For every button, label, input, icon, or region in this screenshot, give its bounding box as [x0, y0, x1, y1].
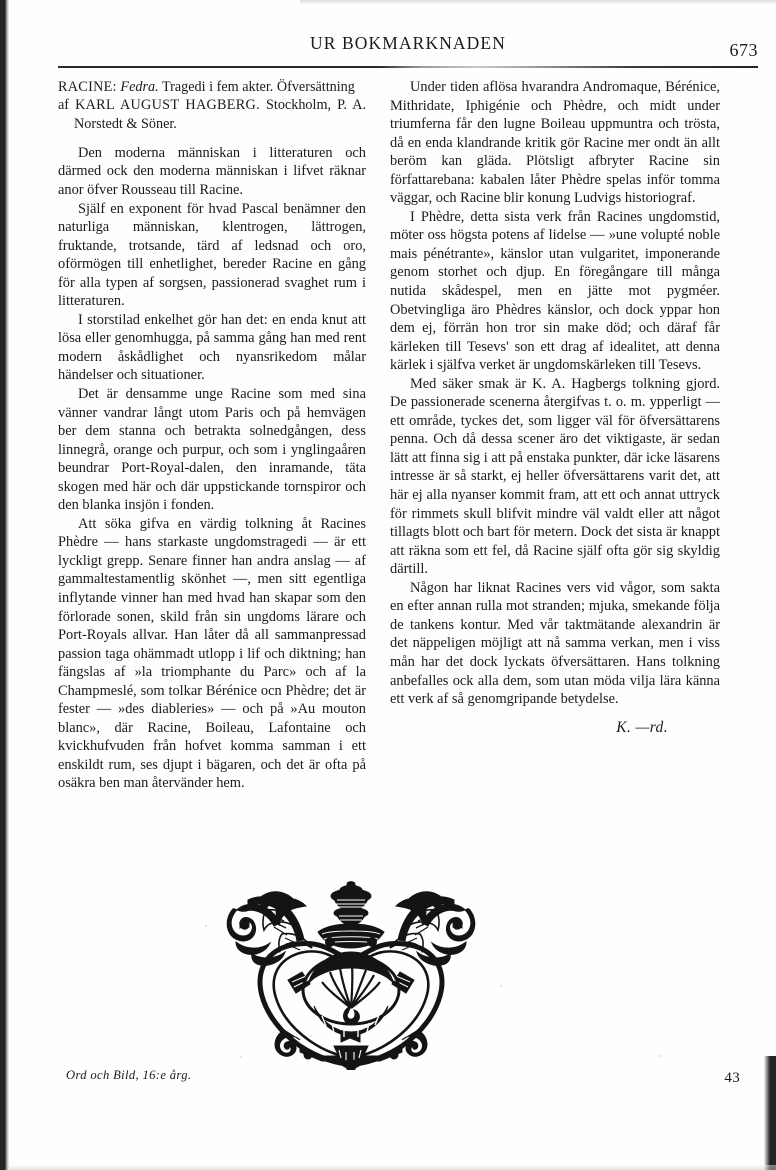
headnote-line2-prefix: af [58, 97, 70, 114]
body-paragraph: Själf en exponent för hvad Pascal benämner den naturliga människan, klentrogen, lättrogen, fruktande, trotsande, tärd af ledsnad och oro, oförmögen till enhetlighet, bereder Racine en gång för alla typen af sorgsen, passionerad svaghet rum i litteraturen. [58, 200, 366, 310]
headnote-line1-rest: Tragedi i fem akter. Öfversättning [161, 79, 355, 95]
body-paragraph: Någon har liknat Racines vers vid vågor, som sakta en efter annan rulla mot stranden; mjuka, smekande följa de tankens kontur. Med vår taktmätande alexandrin är det näppeligen möjligt att nå samma verkan, men i viss mån har det dock lyckats öfversättaren. Hans tolkning anbefalles ock alla dem, som utan möda vilja lära känna ett verk af så genomgripande betydelse. [390, 579, 720, 708]
bibliographic-headnote [58, 78, 366, 133]
footer-signature-number: 43 [724, 1070, 740, 1086]
article-signature: K. —rd. [616, 718, 668, 736]
body-paragraph: Med säker smak är K. A. Hagbergs tolkning gjord. De passionerade scenerna återgifvas t. o. m. ypperligt — ett område, tyckes det, som ligger väl för öfversättarens penna. Och då dessa scener äro det viktigaste, är sedan lätt att finna sig i att på enstaka punkter, där icke läsarens intresse är så starkt, ej heller öfversättarens varit det, att här ej alla nyanser kommit fram, att ett och annat uttryck för rimmets skull blifvit mindre väl valdt eller att något tillagts blott och bart för metern. Dock det sista är knappt att räkna som ett fel, då Racine själf ofta gör sig skyldig därtill. [390, 375, 720, 578]
baroque-cartouche-vignette [222, 880, 480, 1070]
scan-edge-artifact-left [0, 0, 9, 1170]
scan-speck [660, 1055, 662, 1057]
scan-edge-artifact-right [764, 1056, 776, 1170]
body-paragraph: Under tiden aflösa hvarandra Andromaque, Bérénice, Mithridate, Iphigénie och Phèdre, och midt under triumferna får den lugne Boileau uppmuntra och trösta, då en enda klandrande kritik gör Racine mer ondt än allt beröm kan gläda. Plötsligt afbryter Racine sin författarebana: kabalen låter Phèdre spelas inför tomma väggar, och Racine blir konung Ludvigs historiograf. [390, 79, 720, 207]
body-paragraph: Den moderna människan i litteraturen och därmed ock den moderna människan i lifvet räknar anor öfver Rousseau till Racine. [58, 144, 366, 198]
scan-speck [500, 985, 502, 987]
running-head-title: UR BOKMARKNADEN [310, 33, 506, 53]
headnote-line3: Norstedt & Söner. [74, 115, 177, 132]
body-paragraph: Det är densamme unge Racine som med sina vänner vandrar långt utom Paris och på hemvägen ber dem stanna och betrakta solnedgången, dess linnegrå, orange och purpur, och som i ynglingaåren beundrar Port-Royal-dalen, den inramande, täta skogen med här och där uppstickande tornspiror och den blanka insjön i fonden. [58, 386, 366, 514]
body-paragraph: I Phèdre, detta sista verk från Racines ungdomstid, möter oss högsta potens af lidelse — »une volupté noble mais pénétrante», känslor utan vulgaritet, imponerande genom storhet och djup. En föregångare till många nutida skådespel, men en jätte mot pygméer. Obetvingliga äro Phèdres känslor, och dock yppar hon dem ej, förrän hon tror sin make död; och däraf får kärleken till Tesevs' son ett drag af idealitet, att denna kärlek i själfva verket är ungdomskärleken till Tesevs. [390, 208, 720, 374]
scan-edge-artifact-bottom [9, 1165, 776, 1170]
column-right [390, 78, 720, 737]
running-head [58, 33, 758, 59]
headnote-line2 [58, 96, 366, 133]
body-paragraph: I storstilad enkelhet gör han det: en enda knut att lösa eller genomhugga, på samma gång han med rent modern åskådlighet och nyansrikedom målar händelser och situationer. [58, 311, 366, 384]
headnote-translator: KARL AUGUST HAGBERG. [75, 97, 260, 114]
footer-journal-imprint: Ord och Bild, 16:e årg. [66, 1068, 192, 1082]
page-folio-number: 673 [729, 40, 758, 60]
column-left [58, 78, 366, 793]
header-rule [58, 66, 758, 68]
headnote-line2-rest: Stockholm, P. A. [266, 97, 367, 114]
scan-edge-artifact-top [300, 0, 776, 4]
headnote-author: RACINE: [58, 79, 117, 95]
headnote-work-title: Fedra. [120, 79, 159, 95]
scan-speck [205, 925, 207, 927]
body-paragraph: Att söka gifva en värdig tolkning åt Racines Phèdre — hans starkaste ungdomstragedi — är ett lyckligt grepp. Senare finner han andra anslag — af gammaltestamentlig skönhet —, men sitt egentliga inflytande vinner han med hvad han skapar som den förlorade sonen, skild från sin ungdoms lärare och Port-Royals allvar. Han låter då all sammanpressad passion taga ohämmadt utlopp i lif och diktning; han fängslas af »la triomphante du Parc» och af la Champmeslé, som tolkar Bérénice ocn Phèdre; det är fester — »des diableries» — och på »Au mouton blanc», där Racine, Boileau, Lafontaine och kvickhufvuden från hofvet komma samman i ett enskildt rum, ses djupt i bägaren, och det är ofta på osäkra ben man återvänder hem. [58, 515, 366, 792]
